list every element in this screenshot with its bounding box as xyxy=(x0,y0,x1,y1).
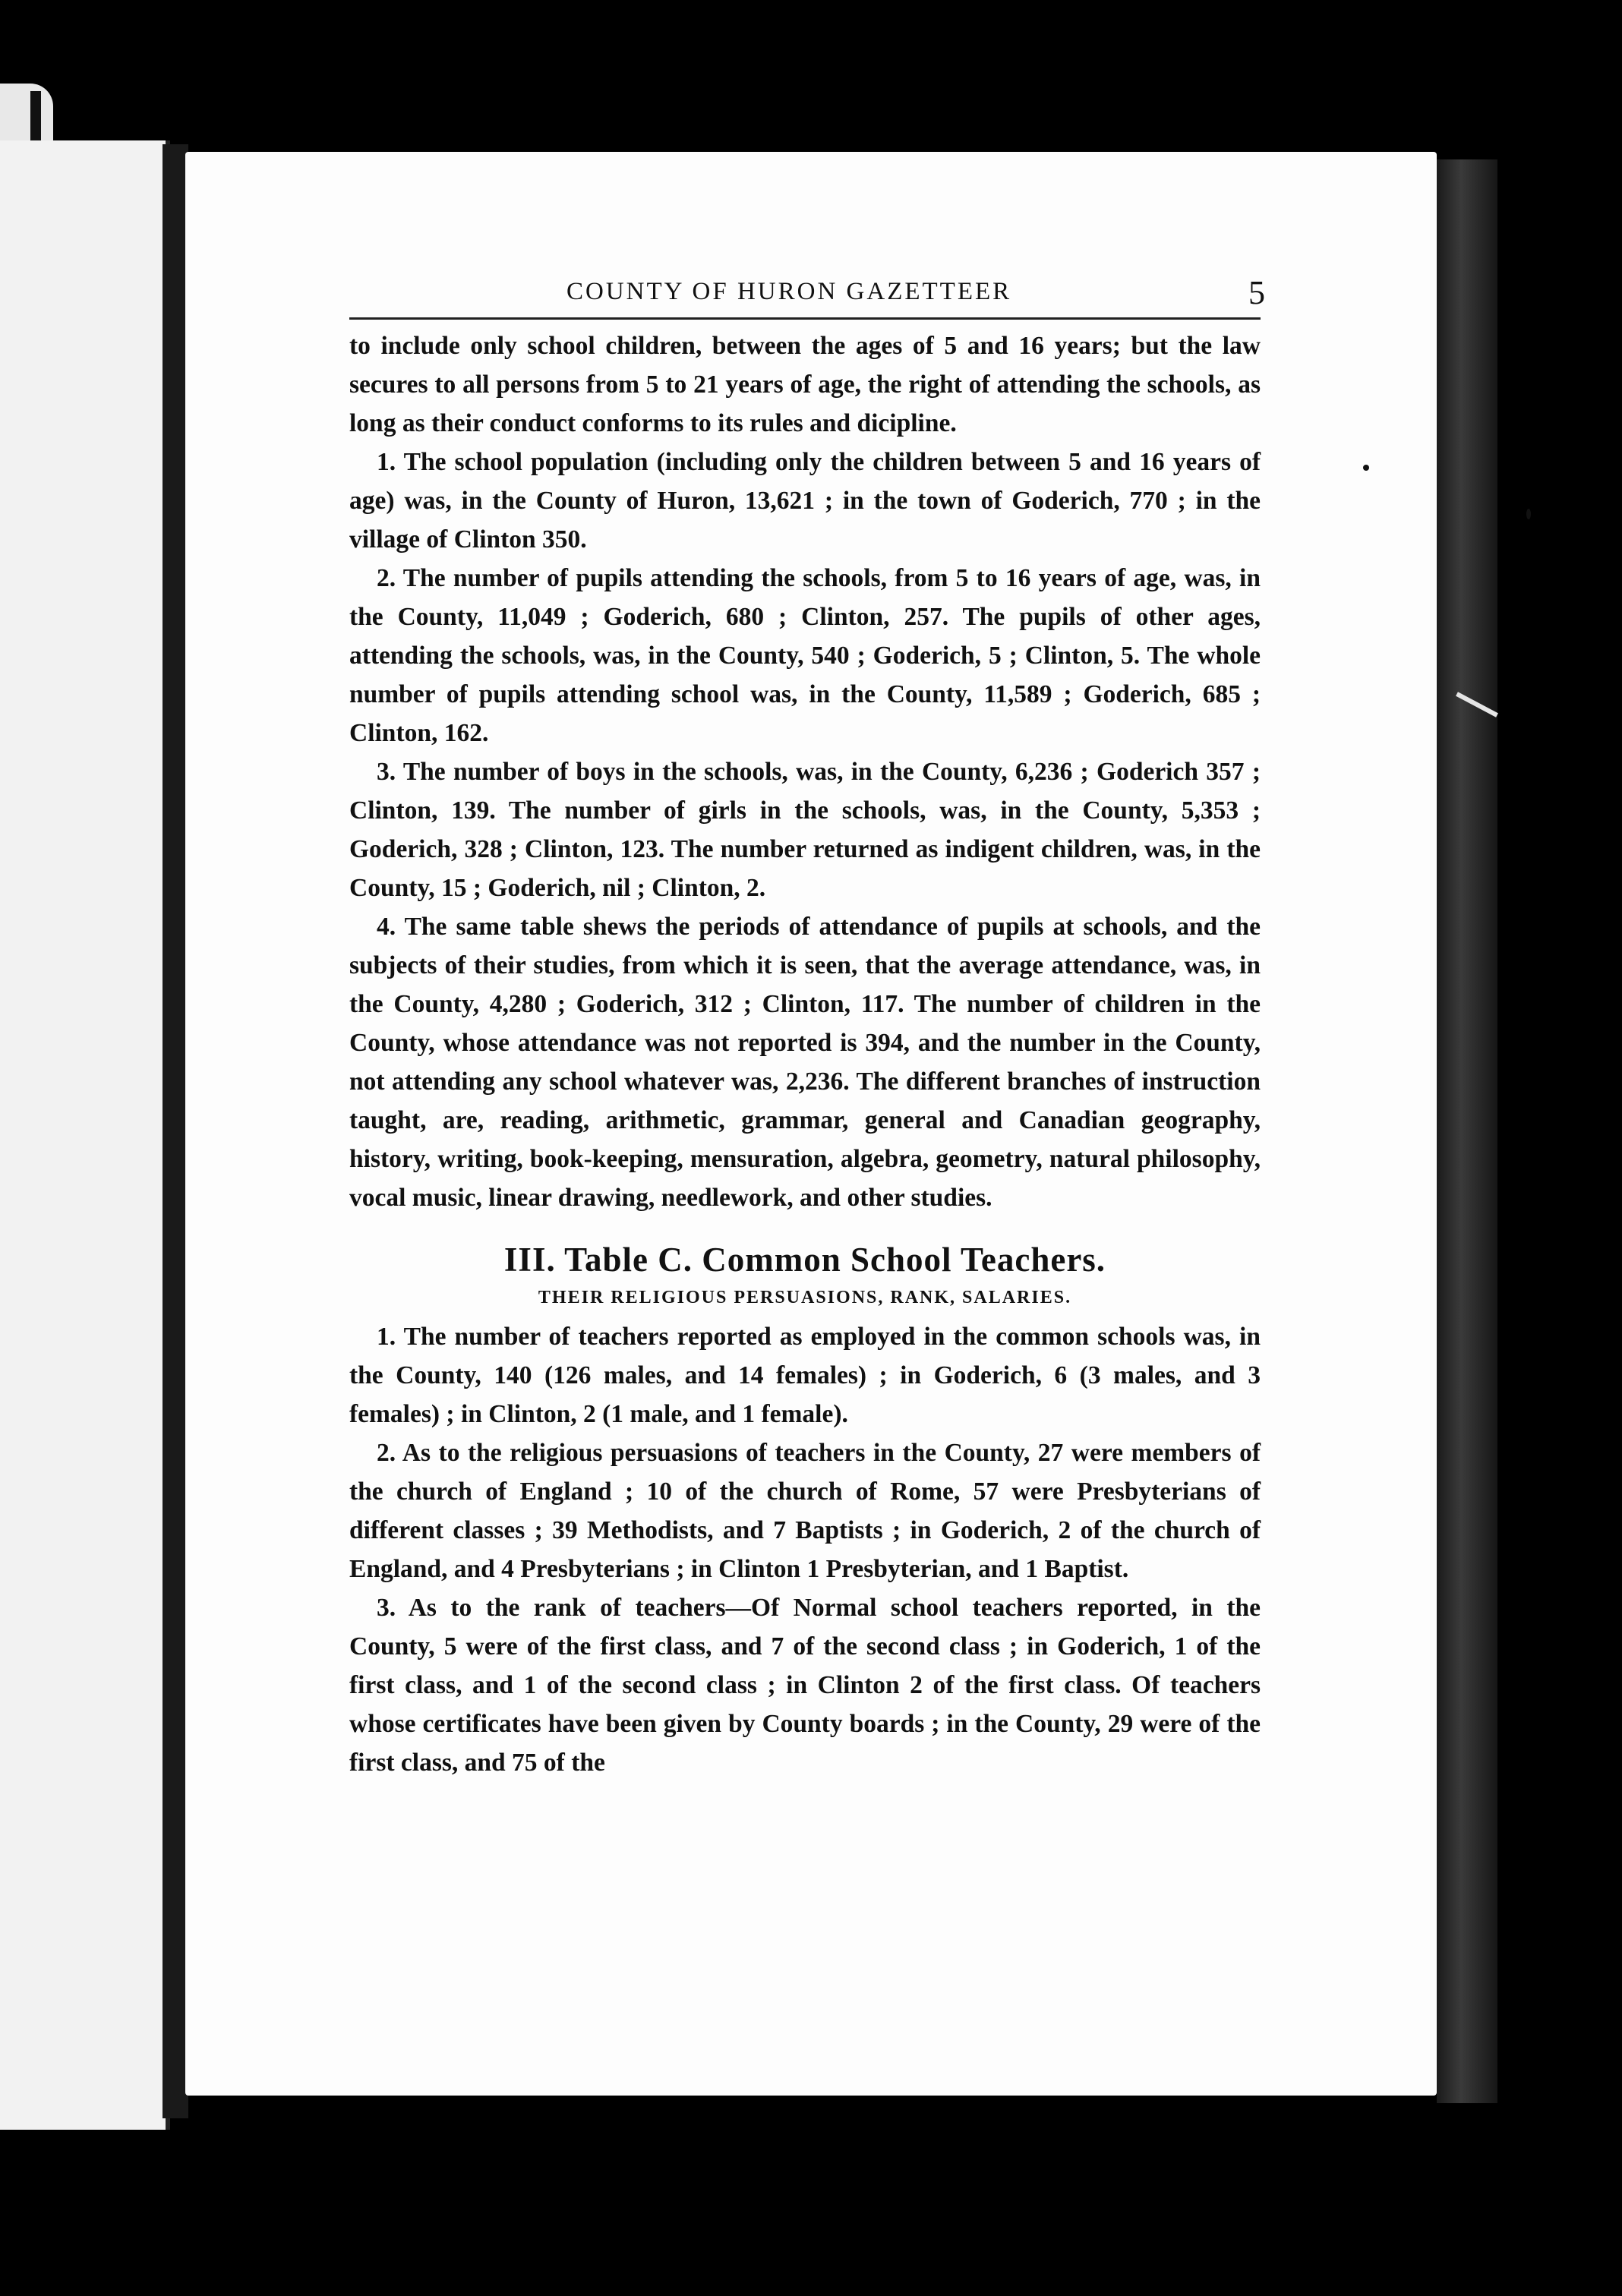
paragraph: 2. As to the religious persuasions of teachers in the County, 27 were members of the church of England ; 10 of the church of Rome, 57 were Presbyterians of different classes ; 39 Methodists, and 7 Baptists ; in Goderich, 2 of the church of England, and 4 Presbyterians ; in Clinton 1 Presbyterian, and 1 Baptist. xyxy=(349,1439,1261,1583)
paragraph: 3. As to the rank of teachers—Of Normal school teachers reported, in the County, 5 were of the first class, and 7 of the second class ; in Goderich, 1 of the first class, and 1 of the second class ; in Clinton 2 of the first class. Of teachers whose certificates have been given by County boards ; in the County, 29 were of the first class, and 75 of the xyxy=(349,1594,1261,1777)
paragraph: to include only school children, between the ages of 5 and 16 years; but the law secures to all persons from 5 to 21 years of age, the right of attending the schools, as long as their conduct conforms to its rules and dicipline. xyxy=(349,332,1261,437)
speck-mark xyxy=(1526,509,1531,519)
section-heading: III. Table C. Common School Teachers. xyxy=(503,1241,1106,1279)
page-body xyxy=(349,326,1261,1782)
paragraph: 3. The number of boys in the schools, was, in the County, 6,236 ; Goderich 357 ; Clinton, 139. The number of girls in the schools, was, in the County, 5,353 ; Goderich, 328 ; Clinton, 123. The number returned as indigent children, was, in the County, 15 ; Goderich, nil ; Clinton, 2. xyxy=(349,758,1261,902)
page-number: 5 xyxy=(1248,274,1265,311)
paragraph: 1. The school population (including only the children between 5 and 16 years of age) was, in the County of Huron, 13,621 ; in the town of Goderich, 770 ; in the village of Clinton 350. xyxy=(349,448,1261,554)
header-rule xyxy=(349,317,1261,320)
paragraph: 1. The number of teachers reported as employed in the common schools was, in the County, 140 (126 males, and 14 females) ; in Goderich, 6 (3 males, and 3 females) ; in Clinton, 2 (1 male, and 1 female). xyxy=(349,1323,1261,1428)
header-title: COUNTY OF HURON GAZETTEER xyxy=(566,278,1012,305)
paragraph: 4. The same table shews the periods of attendance of pupils at schools, and the subjects of their studies, from which it is seen, that the average attendance, was, in the County, 4,280 ; Goderich, 312 ; Clinton, 117. The number of children in the County, whose attendance was not reported is 394, and the number in the County, not attending any school whatever was, 2,236. The different branches of instruction taught, are, reading, arithmetic, grammar, general and Canadian geography, history, writing, book-keeping, mensuration, algebra, geometry, natural philosophy, vocal music, linear drawing, needlework, and other studies. xyxy=(349,913,1261,1212)
section-subheading: THEIR RELIGIOUS PERSUASIONS, RANK, SALARIES. xyxy=(538,1288,1072,1307)
left-page xyxy=(0,140,170,2130)
right-page-edge xyxy=(1437,159,1497,2103)
paragraph: 2. The number of pupils attending the schools, from 5 to 16 years of age, was, in the County, 11,049 ; Goderich, 680 ; Clinton, 257. The pupils of other ages, attending the schools, was, in the County, 540 ; Goderich, 5 ; Clinton, 5. The whole number of pupils attending school was, in the County, 11,589 ; Goderich, 685 ; Clinton, 162. xyxy=(349,564,1261,747)
left-page-edge xyxy=(163,144,188,2118)
running-header xyxy=(349,273,1265,319)
left-page-tab-shadow xyxy=(30,91,41,144)
speck-mark xyxy=(1363,465,1369,471)
